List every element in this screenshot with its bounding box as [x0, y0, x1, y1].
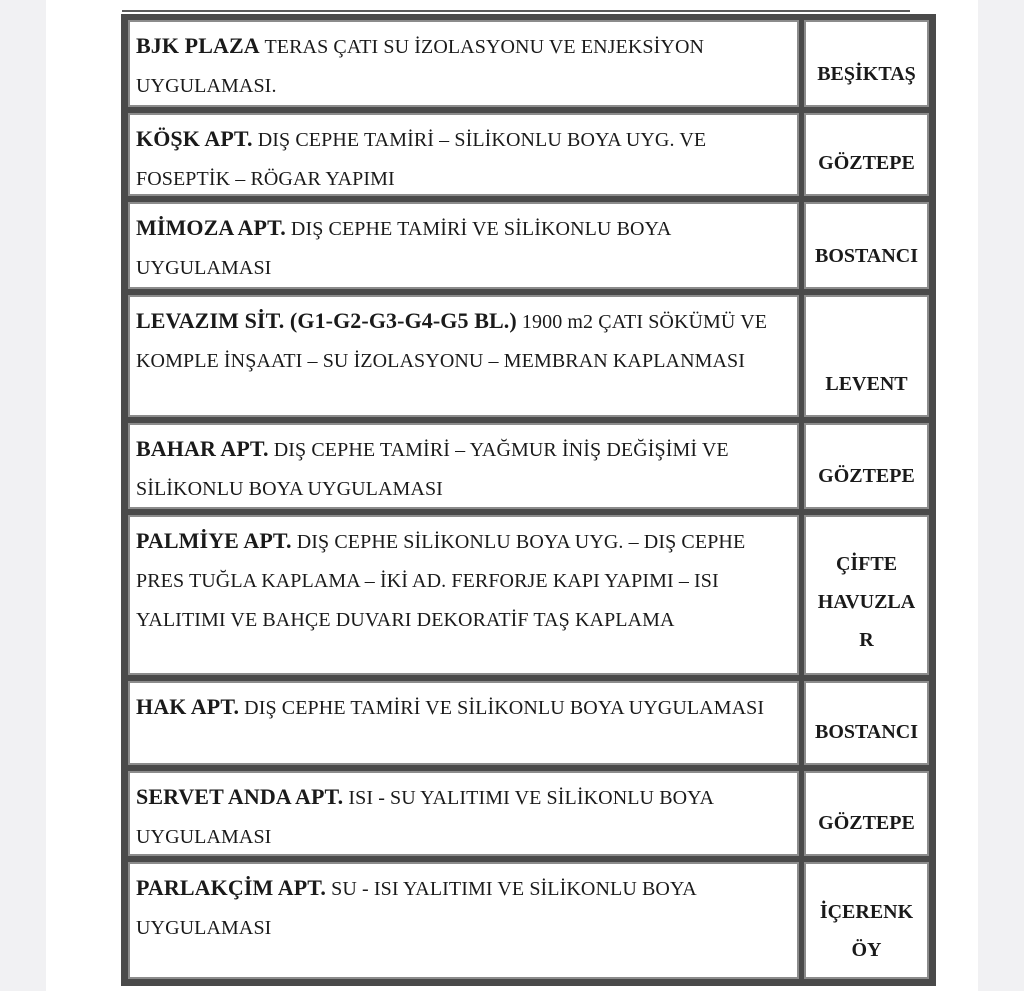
table-row: [125, 859, 932, 982]
project-description-cell: [128, 295, 799, 417]
project-location: GÖZTEPE: [818, 812, 915, 834]
project-description: 1900 m2 ÇATI SÖKÜMÜ VE KOMPLE İNŞAATI – SU İZOLASYONU – MEMBRAN KAPLANMASI: [136, 311, 768, 372]
table-row: [125, 292, 932, 420]
location-cell: [804, 681, 929, 765]
project-location: BOSTANCI: [815, 245, 918, 267]
location-cell: [804, 515, 929, 675]
project-name: LEVAZIM SİT. (G1-G2-G3-G4-G5 BL.): [136, 308, 517, 333]
project-name: BJK PLAZA: [136, 33, 260, 58]
project-description-cell: [128, 862, 799, 979]
project-location: GÖZTEPE: [818, 465, 915, 487]
project-location: ÇİFTE HAVUZLA R: [817, 553, 916, 651]
table-row: [125, 768, 932, 859]
project-description: DIŞ CEPHE TAMİRİ VE SİLİKONLU BOYA UYGULAMASI: [136, 218, 671, 279]
project-description-cell: [128, 423, 799, 509]
project-location: GÖZTEPE: [818, 152, 915, 174]
project-description-cell: [128, 113, 799, 196]
project-location: LEVENT: [825, 373, 908, 395]
project-description: DIŞ CEPHE TAMİRİ – SİLİKONLU BOYA UYG. VE FOSEPTİK – RÖGAR YAPIMI: [136, 129, 707, 190]
project-description-cell: [128, 202, 799, 289]
project-description-cell: [128, 515, 799, 675]
table-row: [125, 678, 932, 768]
project-description-cell: [128, 681, 799, 765]
location-cell: [804, 771, 929, 856]
project-name: PARLAKÇİM APT.: [136, 875, 327, 900]
project-description: SU - ISI YALITIMI VE SİLİKONLU BOYA UYGULAMASI: [136, 878, 696, 939]
location-cell: [804, 423, 929, 509]
location-cell: [804, 862, 929, 979]
project-description: ISI - SU YALITIMI VE SİLİKONLU BOYA UYGULAMASI: [136, 787, 713, 848]
project-location: İÇERENK ÖY: [819, 901, 914, 961]
table-row: [125, 199, 932, 292]
location-cell: [804, 295, 929, 417]
location-cell: [804, 20, 929, 107]
project-description: DIŞ CEPHE TAMİRİ VE SİLİKONLU BOYA UYGULAMASI: [239, 697, 765, 719]
location-cell: [804, 113, 929, 196]
project-description: TERAS ÇATI SU İZOLASYONU VE ENJEKSİYON UYGULAMASI.: [136, 36, 705, 97]
project-location: BOSTANCI: [815, 721, 918, 743]
location-cell: [804, 202, 929, 289]
table-row: [125, 512, 932, 678]
table-row: [125, 420, 932, 512]
table-row: [125, 17, 932, 110]
project-description-cell: [128, 771, 799, 856]
project-description: DIŞ CEPHE SİLİKONLU BOYA UYG. – DIŞ CEPHE PRES TUĞLA KAPLAMA – İKİ AD. FERFORJE KAPI YAPIMI – ISI YALITIMI VE BAHÇE DUVARI DEKORATİF TAŞ KAPLAMA: [136, 531, 746, 631]
projects-table: [121, 14, 936, 986]
table-row: [125, 110, 932, 199]
project-name: BAHAR APT.: [136, 436, 269, 461]
project-name: KÖŞK APT.: [136, 126, 253, 151]
project-location: BEŞİKTAŞ: [817, 63, 916, 85]
project-description-cell: [128, 20, 799, 107]
project-name: MİMOZA APT.: [136, 215, 286, 240]
project-description: DIŞ CEPHE TAMİRİ – YAĞMUR İNİŞ DEĞİŞİMİ VE SİLİKONLU BOYA UYGULAMASI: [136, 439, 729, 500]
top-rule: [122, 10, 910, 12]
project-name: HAK APT.: [136, 694, 240, 719]
project-name: SERVET ANDA APT.: [136, 784, 344, 809]
project-name: PALMİYE APT.: [136, 528, 292, 553]
